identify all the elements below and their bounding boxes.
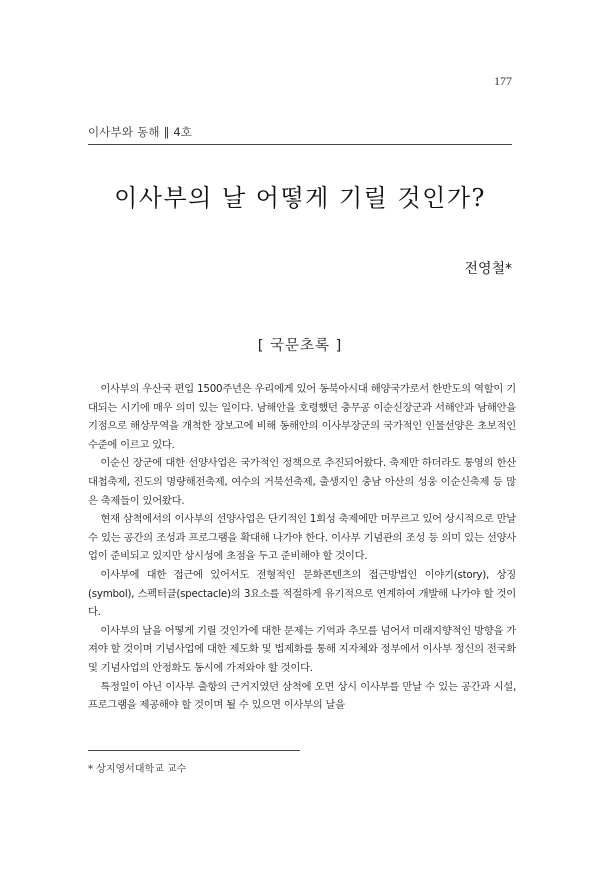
abstract-paragraph: 이사부의 우산국 편입 1500주년은 우리에게 있어 동북아시대 해양국가로서 한반도의 역할이 기대되는 시기에 매우 의미 있는 일이다. 남해안을 호령했던 충무공 이순신장군과 서해안과 남해안을 기점으로 해상무역을 개척한 장보고에 비해 동해안의 이사부장군의 국가적인 인물선양은 초보적인 수준에 이르고 있다. <box>88 383 516 451</box>
abstract-heading: [ 국문초록 ] <box>257 338 343 354</box>
abstract-paragraph: 이사부에 대한 접근에 있어서도 전형적인 문화콘텐츠의 접근방법인 이야기(story), 상징(symbol), 스펙터클(spectacle)의 3요소를 적절하게 유기적으로 연계하여 개발해 나가야 할 것이다. <box>88 568 516 619</box>
footnote: * 상지영서대학교 교수 <box>88 764 187 775</box>
abstract-paragraph: 특정일이 아닌 이사부 출항의 근거지였던 삼척에 오면 상시 이사부를 만날 수 있는 공간과 시설, 프로그램을 제공해야 할 것이며 될 수 있으면 이사부의 날을 <box>88 680 516 712</box>
footnote-rule <box>88 750 300 751</box>
running-head: 이사부와 동해 ‖ 4호 <box>88 125 193 139</box>
abstract-paragraph: 현재 삼척에서의 이사부의 선양사업은 단기적인 1회성 축제에만 머무르고 있어 상시적으로 만날 수 있는 공간의 조성과 프로그램을 확대해 나가야 한다. 이사부 기념관의 조성 등 의미 있는 선양사업이 준비되고 있지만 상시성에 초점을 두고 준비해야 할 것이다. <box>88 513 516 563</box>
header-rule <box>88 144 512 145</box>
abstract-body <box>88 380 516 715</box>
abstract-paragraph: 이순신 장군에 대한 선양사업은 국가적인 정책으로 추진되어왔다. 축제만 하더라도 통영의 한산대첩축제, 진도의 명량해전축제, 여수의 거북선축제, 출생지인 충남 아산의 성웅 이순신축제 등 많은 축제들이 있어왔다. <box>88 457 516 507</box>
abstract-paragraph: 이사부의 날을 어떻게 기릴 것인가에 대한 문제는 기억과 추모를 넘어서 미래지향적인 방향을 가져야 할 것이며 기념사업에 대한 제도화 및 법제화를 통해 지자체와 정부에서 이사부 정신의 전국화 및 기념사업의 안정화도 동시에 가져와야 할 것이다. <box>88 624 516 674</box>
page-number: 177 <box>494 74 512 88</box>
article-title: 이사부의 날 어떻게 기릴 것인가? <box>114 184 486 212</box>
author-name: 전영철* <box>464 261 512 277</box>
